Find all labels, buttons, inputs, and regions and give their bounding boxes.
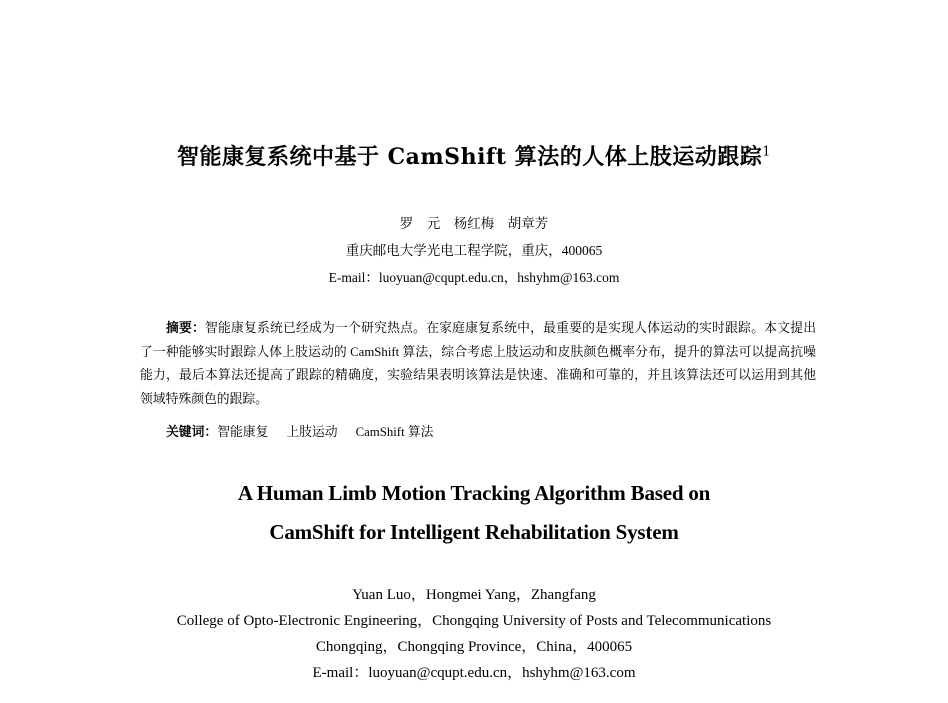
chinese-email: E-mail：luoyuan@cqupt.edu.cn，hshyhm@163.com [328, 270, 620, 285]
chinese-title [0, 140, 948, 171]
chinese-abstract [140, 317, 816, 411]
english-title-line-1: A Human Limb Motion Tracking Algorithm Based on [237, 481, 711, 505]
chinese-keywords [166, 421, 451, 440]
keywords-label: 关键词： [166, 425, 218, 439]
english-city: Chongqing，Chongqing Province，China，400065 [315, 639, 633, 655]
english-title-line-2: CamShift for Intelligent Rehabilitation System [269, 520, 679, 544]
keyword: 智能康复 [217, 425, 269, 439]
abstract-label: 摘要： [166, 321, 206, 335]
keyword: 上肢运动 [286, 425, 338, 439]
chinese-authors: 罗 元 杨红梅 胡章芳 [399, 216, 549, 231]
chinese-title-text: 智能康复系统中基于 CamShift 算法的人体上肢运动跟踪 [176, 144, 763, 170]
english-authors: Yuan Luo，Hongmei Yang，Zhangfang [352, 587, 596, 603]
english-affiliation: College of Opto-Electronic Engineering，Chongqing University of Posts and Telecommunications [176, 613, 772, 629]
english-email: E-mail：luoyuan@cqupt.edu.cn，hshyhm@163.com [312, 665, 636, 681]
abstract-text: 智能康复系统已经成为一个研究热点。在家庭康复系统中，最重要的是实现人体运动的实时跟踪。本文提出了一种能够实时跟踪人体上肢运动的 CamShift 算法，综合考虑上肢运动和皮肤颜色概率分布，提升的算法可以提高抗噪能力，最后本算法还提高了跟踪的精确度，实验结果表明该算法是快速、准确和可靠的，并且该算法还可以运用到其他领域特殊颜色的跟踪。 [140, 321, 817, 406]
keyword: CamShift 算法 [355, 425, 434, 439]
title-footnote-marker: 1 [762, 144, 771, 160]
chinese-affiliation: 重庆邮电大学光电工程学院，重庆，400065 [345, 243, 603, 258]
